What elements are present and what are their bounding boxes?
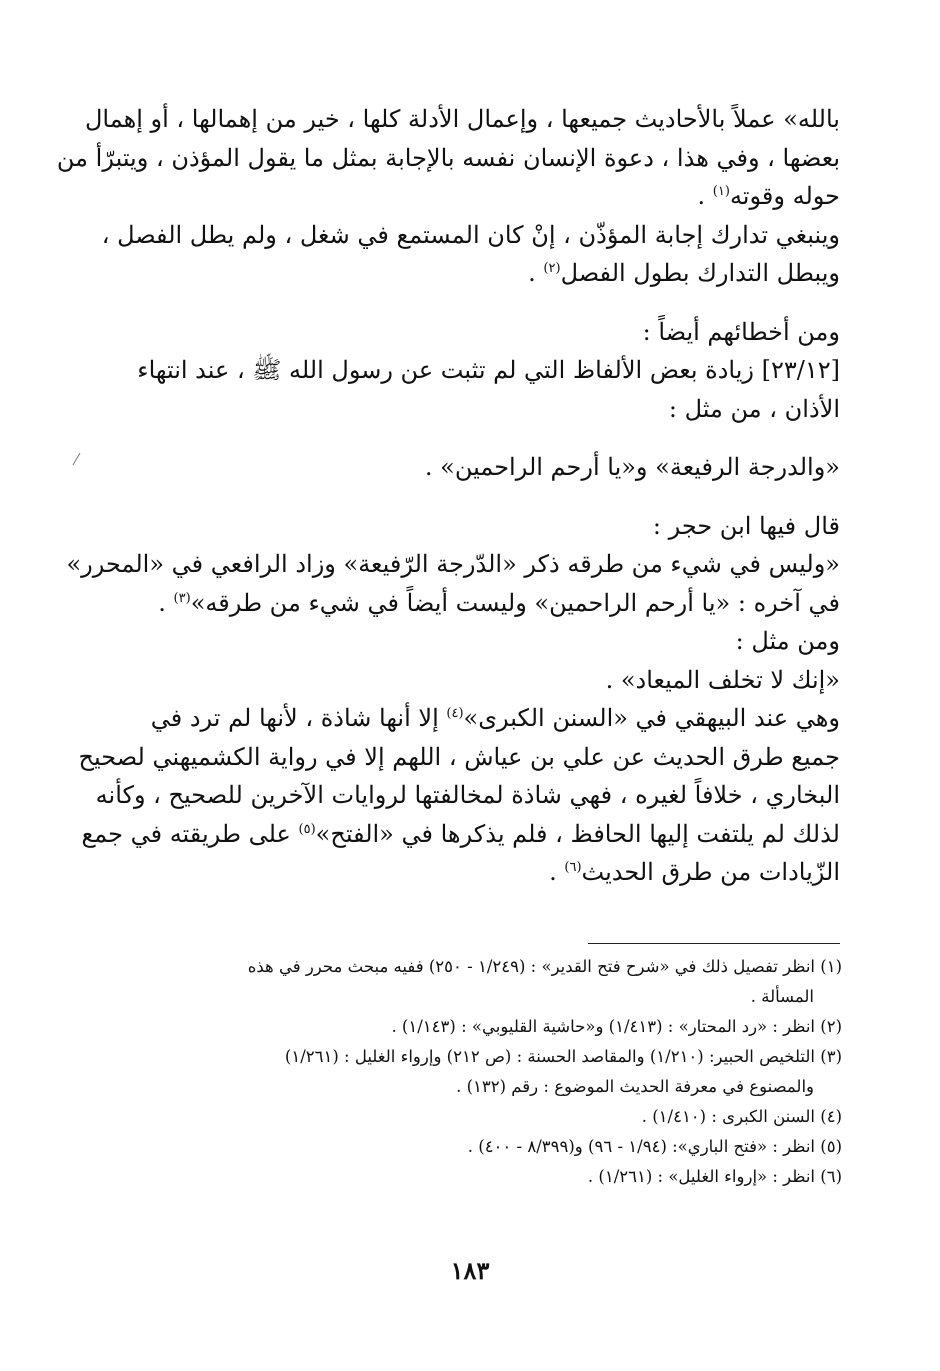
text-run: . (528, 259, 544, 287)
text-run: بعضها ، وفي هذا ، دعوة الإنسان نفسه بالإجابة بمثل ما يقول المؤذن ، ويتبرّأ من (56, 143, 840, 172)
footnote-line: والمصنوع في معرفة الحديث الموضوع : رقم (١٣٢) . (456, 1077, 814, 1096)
text-run: بالله» عملاً بالأحاديث جميعها ، وإعمال الأدلة كلها ، خير من إهمالها ، أو إهمال (84, 105, 840, 133)
footnote-line: (٢) انظر : «رد المحتار» : (١/٤١٣) و«حاشية القليوبي» : (١/١٤٣) . (391, 1017, 842, 1036)
paragraph-gap (132, 428, 840, 448)
text-run: جميع طرق الحديث عن علي بن عياش ، اللهم إلا في رواية الكشميهني لصحيح (78, 742, 840, 771)
text-line (132, 699, 840, 738)
text-run: الزّيادات من طرق الحديث (581, 858, 840, 886)
text-run: ويبطل التدارك بطول الفصل (560, 259, 840, 287)
text-line (84, 100, 840, 139)
text-run: ومن مثل : (735, 627, 840, 655)
text-line (81, 815, 840, 854)
text-run: وهي عند البيهقي في «السنن الكبرى» (463, 704, 840, 732)
text-run: على طريقته في جمع (81, 819, 299, 848)
text-run: . (549, 858, 565, 886)
text-line (132, 390, 840, 429)
text-line (132, 622, 840, 661)
text-line (132, 351, 840, 390)
stray-mark (73, 453, 81, 466)
text-run: الأذان ، من مثل : (668, 394, 840, 423)
text-run: ومن أخطائهم أيضاً : (642, 317, 840, 346)
text-run: «وليس في شيء من طرقه ذكر «الدّرجة الرّفيعة» وزاد الرافعي في «المحرر» (66, 550, 840, 578)
text-line (132, 584, 840, 623)
text-line (66, 545, 840, 584)
paragraph-gap (132, 487, 840, 507)
text-run: «إنك لا تخلف الميعاد» . (605, 665, 840, 694)
footnote-ref: (١) (712, 184, 730, 199)
paragraph-gap (132, 293, 840, 313)
footnote-line: (٥) انظر : «فتح الباري»: (١/٩٤ - ٩٦) و(٨/٣٩٩ - ٤٠٠) . (467, 1137, 842, 1156)
page-number: ١٨٣ (450, 1256, 490, 1285)
footnote-ref: (٥) (298, 821, 316, 837)
text-run: حوله وقوته (729, 182, 840, 210)
footnotes (130, 952, 842, 1192)
text-line (101, 216, 840, 255)
text-line (132, 177, 840, 216)
footnote-line: (٤) السنن الكبرى : (١/٤١٠) . (641, 1107, 842, 1126)
text-line (95, 776, 840, 815)
text-line (56, 139, 840, 178)
footnote-separator (588, 943, 840, 944)
text-line (78, 738, 840, 777)
text-line (132, 853, 840, 892)
footnote-line: المسألة . (750, 987, 814, 1006)
text-run: وينبغي تدارك إجابة المؤذّن ، إنْ كان المستمع في شغل ، ولم يطل الفصل ، (101, 220, 840, 249)
text-run: قال فيها ابن حجر : (652, 511, 840, 540)
text-run: [٢٣/١٢] زيادة بعض الألفاظ التي لم تثبت عن رسول الله ﷺ ، عند انتهاء (137, 356, 840, 384)
footnote-ref: (٤) (446, 706, 464, 721)
text-run: «والدرجة الرفيعة» و«يا أرحم الراحمين» . (424, 453, 840, 481)
text-line (132, 313, 840, 352)
text-run: البخاري ، خلافاً لغيره ، فهي شاذة لمخالفتها لروايات الآخرين للصحيح ، وكأنه (95, 781, 840, 809)
text-line (132, 507, 840, 546)
text-run: لذلك لم يلتفت إليها الحافظ ، فلم يذكرها في «الفتح» (315, 819, 840, 848)
text-line (132, 661, 840, 700)
text-run: إلا أنها شاذة ، لأنها لم ترد في (150, 704, 447, 732)
footnote-ref: (٦) (564, 860, 582, 875)
text-line (132, 448, 840, 487)
text-run: . (158, 588, 174, 617)
main-text (56, 100, 840, 892)
footnote-line: (٣) التلخيص الحبير: (١/٢١٠) والمقاصد الحسنة : (ص ٢١٢) وإرواء الغليل : (١/٢٦١) (284, 1047, 842, 1066)
footnote-ref: (٢) (543, 261, 561, 276)
footnote-ref: (٣) (173, 590, 191, 606)
text-line (132, 254, 840, 293)
footnote-line: (١) انظر تفصيل ذلك في «شرح فتح القدير» : (١/٢٤٩ - ٢٥٠) ففيه مبحث محرر في هذه (247, 957, 842, 976)
text-run: . (697, 182, 713, 210)
footnote-line: (٦) انظر : «إرواء الغليل» : (١/٢٦١) . (587, 1167, 842, 1186)
text-run: في آخره : «يا أرحم الراحمين» وليست أيضاً في شيء من طرقه» (190, 588, 840, 617)
